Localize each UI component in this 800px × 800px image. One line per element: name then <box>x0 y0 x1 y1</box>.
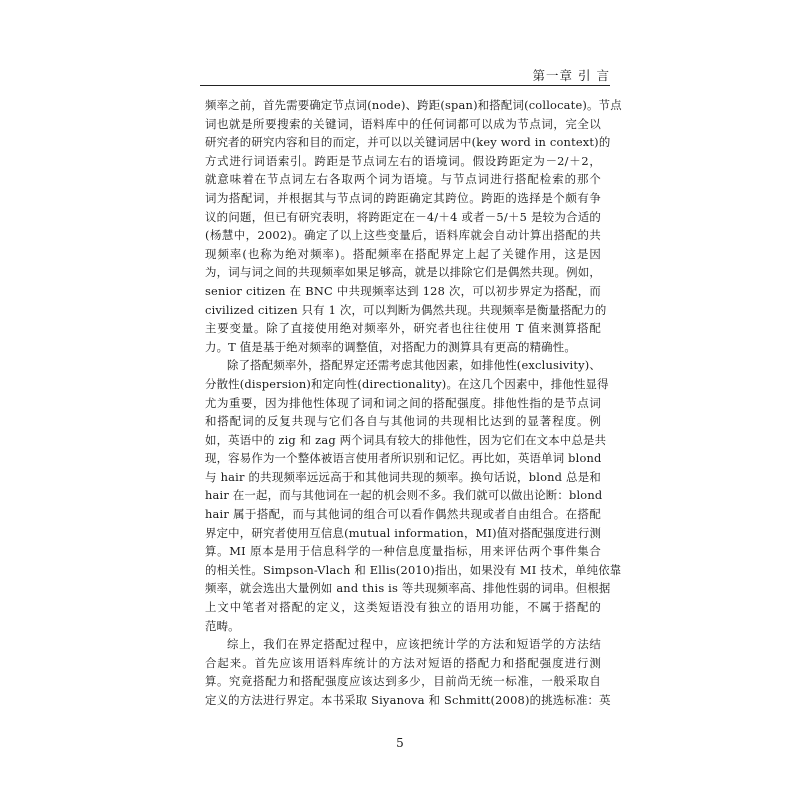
page-number: 5 <box>396 736 404 750</box>
text-line: senior citizen 在 BNC 中共现频率达到 128 次，可以初步界定为搭配，而 <box>205 283 601 298</box>
text-line: 现频率(也称为绝对频率)。搭配频率在搭配界定上起了关键作用，这是因 <box>205 246 601 261</box>
text-line: 为，词与词之间的共现频率如果足够高，就是以排除它们是偶然共现。例如， <box>205 265 601 280</box>
body-text <box>205 96 622 710</box>
text-line: 就意味着在节点词左右各取两个词为语境。与节点词进行搭配检索的那个 <box>205 172 601 187</box>
text-line: 研究者的研究内容和目的而定，并可以以关键词居中(key word in context)的 <box>205 135 611 150</box>
text-line: 议的问题，但已有研究表明，将跨距定在－4/＋4 或者－5/＋5 是较为合适的 <box>205 209 601 224</box>
text-line: civilized citizen 只有 1 次，可以判断为偶然共现。共现频率是衡量搭配力的 <box>205 302 607 317</box>
text-line: 与 hair 的共现频率远远高于和其他词共现的频率。换句话说，blond 总是和 <box>205 469 601 484</box>
text-line: 力。T 值是基于绝对频率的调整值，对搭配力的测算具有更高的精确性。 <box>205 339 576 354</box>
text-line: 合起来。首先应该用语料库统计的方法对短语的搭配力和搭配强度进行测 <box>205 655 601 670</box>
text-line: 词也就是所要搜索的关键词，语料库中的任何词都可以成为节点词，完全以 <box>205 116 601 131</box>
text-line: 主要变量。除了直接使用绝对频率外，研究者也往往使用 T 值来测算搭配 <box>205 321 601 336</box>
text-line: 界定中，研究者使用互信息(mutual information，MI)值对搭配强度进行测 <box>205 525 602 540</box>
text-line: 综上，我们在界定搭配过程中，应该把统计学的方法和短语学的方法结 <box>227 637 601 652</box>
text-line: 如，英语中的 zig 和 zag 两个词具有较大的排他性，因为它们在文本中总是共 <box>205 432 607 447</box>
text-line: 现，容易作为一个整体被语言使用者所识别和记忆。再比如，英语单词 blond <box>205 451 602 466</box>
text-line: 算。究竟搭配力和搭配强度应该达到多少，目前尚无统一标准，一般采取自 <box>205 674 601 689</box>
text-line: (杨慧中，2002)。确定了以上这些变量后，语料库就会自动计算出搭配的共 <box>205 228 601 243</box>
text-line: hair 在一起，而与其他词在一起的机会则不多。我们就可以做出论断：blond <box>205 488 603 503</box>
text-line: 定义的方法进行界定。本书采取 Siyanova 和 Schmitt(2008)的挑选标准：英 <box>205 693 611 707</box>
text-line: 除了搭配频率外，搭配界定还需考虑其他因素，如排他性(exclusivity)、 <box>227 358 601 373</box>
header-rule <box>200 85 610 86</box>
text-line: 频率之前，首先需要确定节点词(node)、跨距(span)和搭配词(collocate)。节点 <box>205 98 622 112</box>
running-head: 第一章 引 言 <box>532 68 610 83</box>
text-line: 频率，就会选出大量例如 and this is 等共现频率高、排他性弱的词串。但根据 <box>205 581 611 596</box>
text-line: 方式进行词语索引。跨距是节点词左右的语境词。假设跨距定为－2/＋2， <box>205 153 601 168</box>
text-line: 分散性(dispersion)和定向性(directionality)。在这几个因素中，排他性显得 <box>205 376 609 391</box>
text-line: 算。MI 原本是用于信息科学的一种信息度量指标，用来评估两个事件集合 <box>205 544 601 559</box>
text-line: 的相关性。Simpson-Vlach 和 Ellis(2010)指出，如果没有 MI 技术，单纯依靠 <box>205 562 622 577</box>
text-line: 范畴。 <box>205 618 240 633</box>
text-line: 和搭配词的反复共现与它们各自与其他词的共现相比达到的显著程度。例 <box>205 414 601 429</box>
text-line: 尤为重要，因为排他性体现了词和词之间的搭配强度。排他性指的是节点词 <box>205 395 601 410</box>
text-line: 词为搭配词，并根据其与节点词的跨距确定其跨位。跨距的选择是个颇有争 <box>205 190 601 205</box>
text-line: 上文中笔者对搭配的定义，这类短语没有独立的语用功能，不属于搭配的 <box>205 600 601 615</box>
text-line: hair 属于搭配，而与其他词的组合可以看作偶然共现或者自由组合。在搭配 <box>205 507 601 522</box>
